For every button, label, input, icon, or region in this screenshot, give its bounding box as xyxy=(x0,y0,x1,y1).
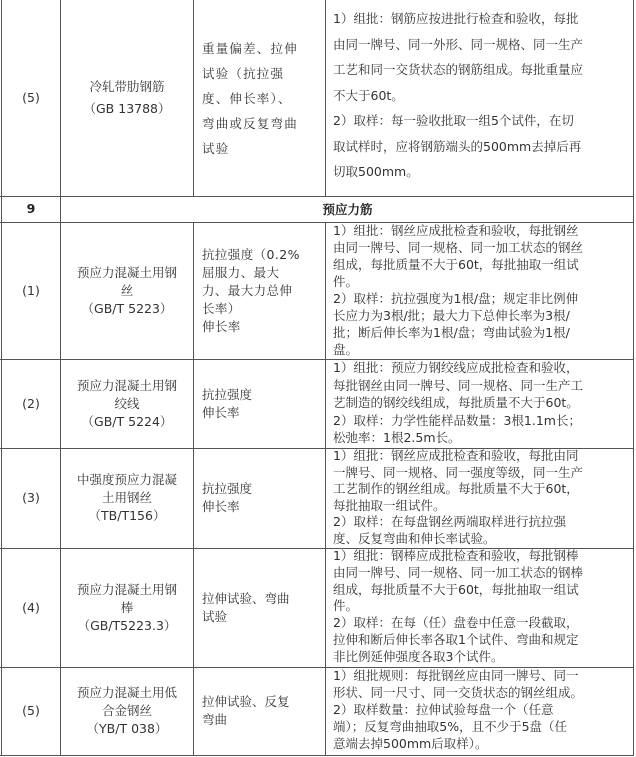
section-title: 预应力筋 xyxy=(322,202,373,217)
table-row-num xyxy=(2,359,60,448)
row-name-text: 预应力混凝土用钢 棒 （GB/T5223.3） xyxy=(76,581,177,633)
row-items-text: 抗拉强度 伸长率 xyxy=(202,481,253,514)
row-req-text: 1）组批：钢棒应成批检查和验收，每批钢棒 由同一牌号、同一规格、同一加工状态的钢棒 组成，每批质量不大于60t，每批抽取一组试 件。 2）取样：在每（任）盘卷中任意一段截取， 拉伸和断后伸长率各取1个试件、弯曲和规定 非比例延伸强度各取3个试件。 xyxy=(333,548,584,664)
table-row-num xyxy=(2,448,60,548)
table-row-name xyxy=(61,0,193,196)
col-divider xyxy=(633,0,634,756)
table-row-name xyxy=(61,548,193,667)
row-items-text: 拉伸试验、反复 弯曲 xyxy=(202,694,290,727)
row-num-text: (2) xyxy=(22,395,40,411)
row-req-text: 1）组批规则：每批钢丝应由同一牌号、同一 形状、同一尺寸、同一交货状态的钢丝组成。 2）取样数量：拉伸试验每盘一个（任意 端）；反复弯曲抽取5%，且不少于5盘（任 意端去掉500mm后取样）。 xyxy=(333,668,584,751)
section-number-text: 9 xyxy=(26,201,36,216)
table-row-name xyxy=(61,448,193,548)
table-row-req xyxy=(326,548,633,667)
table-row-items xyxy=(194,667,325,755)
table-row-name xyxy=(61,359,193,448)
table-row-req xyxy=(326,359,633,448)
row-name-text: 冷轧带肋钢筋 （GB 13788） xyxy=(83,79,171,116)
table-row-items xyxy=(194,548,325,667)
row-name-text: 预应力混凝土用钢 绞线 （GB/T 5224） xyxy=(76,377,177,429)
row-req-text: 1）组批：钢丝应成批检查和验收，每批由同 一牌号、同一规格、同一强度等级，同一生产 工艺制作的钢丝组成。每批质量不大于60t， 每批抽取一组试件。 2）取样：在每盘钢丝两端取样进行抗拉强 度、反复弯曲和伸长率试验。 xyxy=(333,448,584,546)
table-row-name xyxy=(61,222,193,359)
row-num-text: (1) xyxy=(22,282,40,298)
row-name-text: 预应力混凝土用钢 丝 （GB/T 5223） xyxy=(76,264,177,316)
table-row-items xyxy=(194,359,325,448)
row-req-text: 1）组批：钢丝应成批检查和验收，每批钢丝 由同一牌号、同一规格、同一加工状态的钢丝 组成，每批质量不大于60t，每批抽取一组试 件。 2）取样：抗拉强度为1根/盘；规定非比例伸 长应力为3根/批；最大力下总伸长率为3根/ 批；断后伸长率为1根/盘；弯曲试验为1根/ 盘。 xyxy=(333,223,584,357)
row-req-text: 1）组批：预应力钢绞线应成批检查和验收， 每批钢丝由同一牌号、同一规格、同一生产工 艺制造的钢绞线组成，每批质量不大于60t。 2）取样：力学性能样品数量：3根1.1m长； 松弛率：1根2.5m长。 xyxy=(333,360,584,445)
table-row-name xyxy=(61,667,193,755)
table-row-items xyxy=(194,448,325,548)
row-divider xyxy=(0,755,634,756)
table-row-items xyxy=(194,222,325,359)
table-row-items xyxy=(194,0,325,196)
row-num-text: (3) xyxy=(22,490,40,505)
row-items-text: 重量偏差、拉伸 试验（抗拉强 度、伸长率）、 弯曲或反复弯曲 试验 xyxy=(202,40,298,156)
row-num-text: (4) xyxy=(22,599,40,615)
table-row-num xyxy=(2,0,60,196)
row-items-text: 拉伸试验、弯曲 试验 xyxy=(202,590,290,624)
row-num-text: (5) xyxy=(22,703,40,718)
row-name-text: 预应力混凝土用低 合金钢丝 （YB/T 038） xyxy=(76,685,177,736)
table-row-req xyxy=(326,6,633,196)
section-number xyxy=(2,196,60,222)
row-items-text: 抗拉强度（0.2% 屈服力、最大 力、最大力总伸 长率） 伸长率 xyxy=(202,246,300,334)
row-items-text: 抗拉强度 伸长率 xyxy=(202,386,253,420)
row-req-text: 1）组批：钢筋应按进批行检查和验收，每批 由同一牌号、同一外形、同一规格、同一生产 工艺和同一交货状态的钢筋组成。每批重量应 不大于60t。 2）取样：每一验收批取一组5个试件，在切 取试样时，应将钢筋端头的500mm去掉后再 切取500mm。 xyxy=(333,11,584,179)
table-row-req xyxy=(326,222,633,359)
row-num-text: (5) xyxy=(22,90,40,105)
table-row-num xyxy=(2,667,60,755)
table-row-req xyxy=(326,667,633,755)
row-name-text: 中强度预应力混凝 土用钢丝 （TB/T156） xyxy=(76,472,177,523)
table-row-num xyxy=(2,548,60,667)
table-row-req xyxy=(326,448,633,548)
table-row-num xyxy=(2,222,60,359)
